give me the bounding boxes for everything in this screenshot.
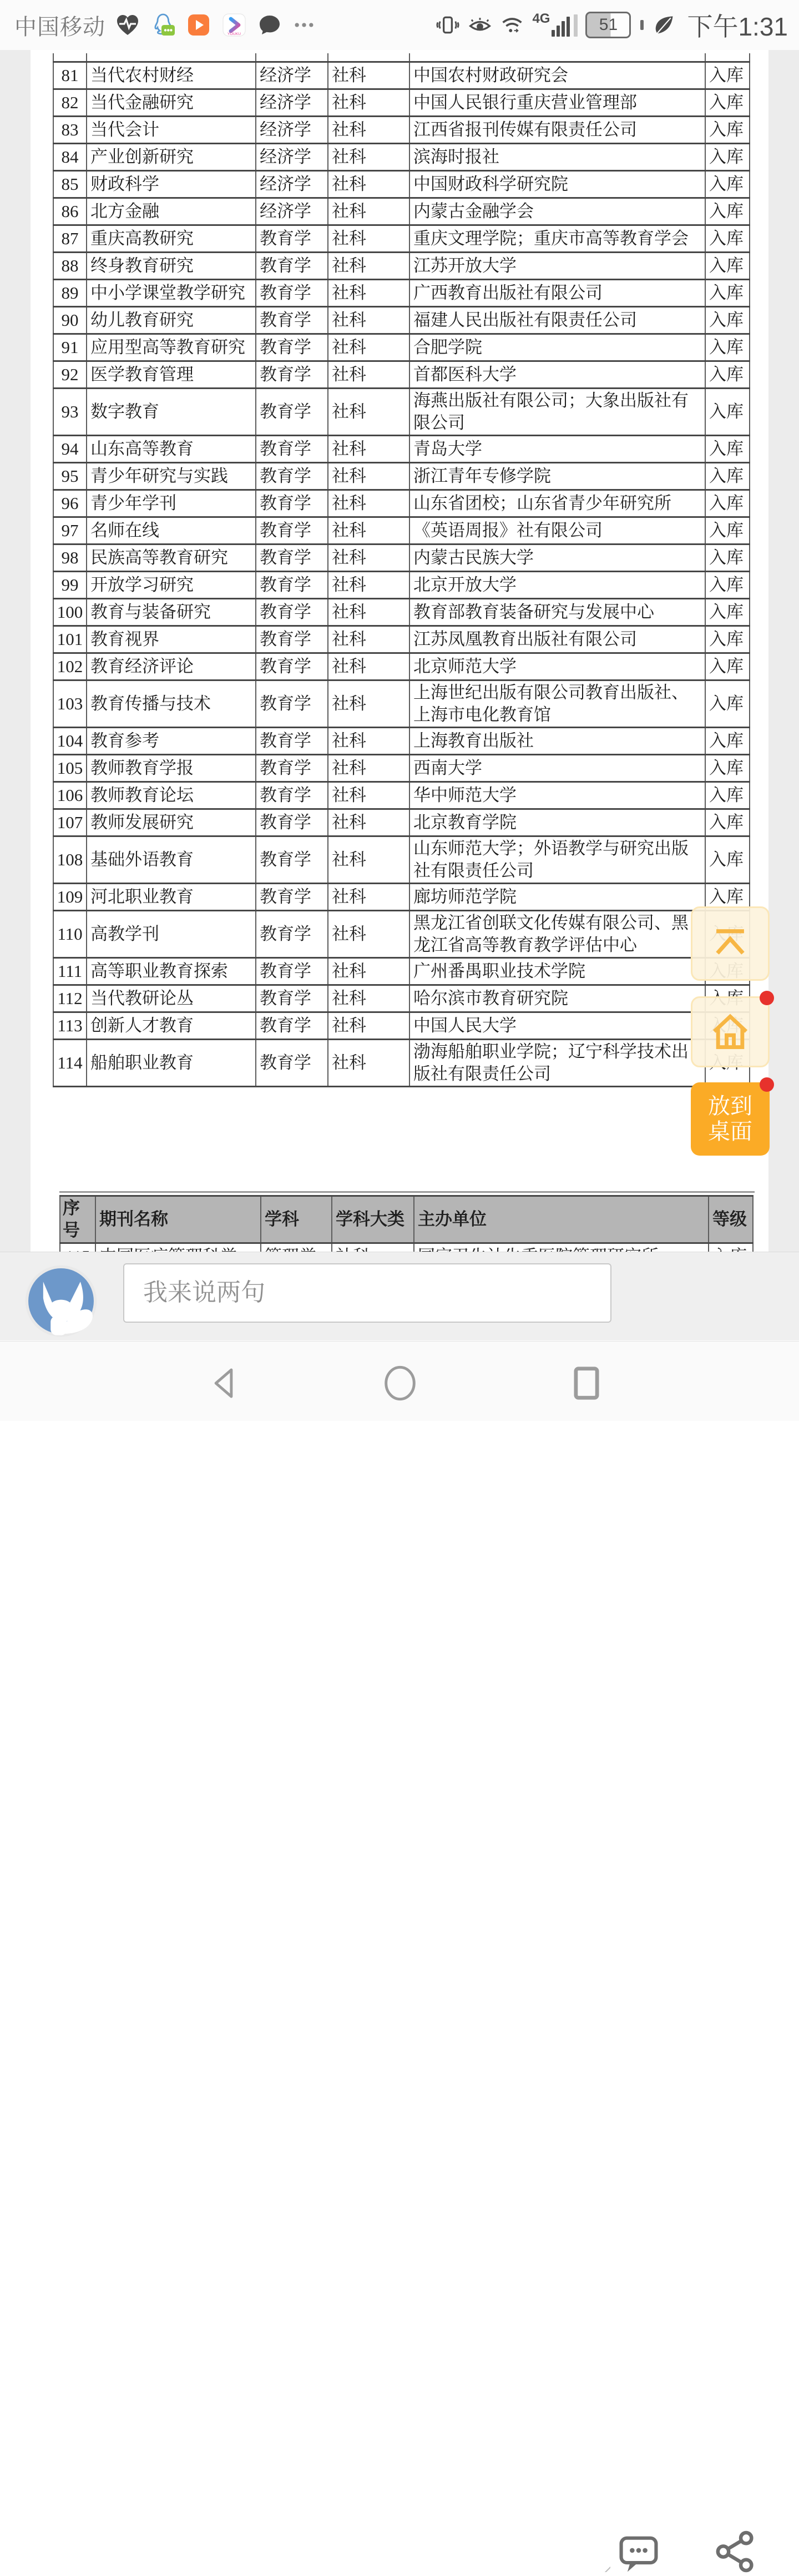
cell-organizer: 渤海船舶职业学院；辽宁科学技术出版社有限责任公司 — [409, 1040, 705, 1087]
float-home-button[interactable] — [691, 996, 770, 1067]
page-gutter-right — [768, 50, 799, 1252]
journal-table-rows-81-114 — [53, 53, 750, 1087]
cell-subject: 教育学 — [256, 958, 328, 985]
table-row — [53, 517, 750, 545]
cell-organizer: 江苏开放大学 — [409, 253, 705, 280]
cell-name: 青少年研究与实践 — [87, 463, 256, 490]
cell-organizer: 廊坊师范学院 — [409, 884, 705, 911]
table-row — [53, 755, 750, 782]
cell-name: 高教学刊 — [87, 911, 256, 958]
table-row — [53, 545, 750, 572]
cell-category: 社科 — [328, 144, 409, 171]
cell-name: 名师在线 — [87, 517, 256, 545]
cell-no: 95 — [53, 463, 87, 490]
header-category: 学科大类 — [332, 1196, 414, 1243]
table-row — [53, 1040, 750, 1087]
cell-level: 入库 — [705, 280, 750, 307]
table-row — [53, 911, 750, 958]
table-row — [53, 280, 750, 307]
cell-subject: 教育学 — [256, 225, 328, 253]
cell-no: 88 — [53, 253, 87, 280]
cell-no: 103 — [53, 680, 87, 728]
battery-percent: 51 — [599, 16, 618, 34]
cell-no: 112 — [53, 985, 87, 1012]
cell-no: 84 — [53, 144, 87, 171]
cell-level: 入库 — [705, 436, 750, 463]
cell-level: 入库 — [705, 117, 750, 144]
cell-no: 105 — [53, 755, 87, 782]
cell-no: 106 — [53, 782, 87, 809]
svg-text:YOUKU: YOUKU — [227, 32, 241, 36]
cell-no: 82 — [53, 89, 87, 117]
cell-no: 108 — [53, 836, 87, 884]
back-to-top-button[interactable] — [691, 906, 770, 981]
cell-level: 入库 — [705, 599, 750, 626]
cell-subject: 教育学 — [256, 599, 328, 626]
cell-organizer: 广州番禺职业技术学院 — [409, 958, 705, 985]
cell-subject: 教育学 — [256, 572, 328, 599]
table-row — [53, 599, 750, 626]
wifi-icon — [500, 13, 524, 37]
recents-square-icon[interactable] — [566, 1363, 607, 1404]
cell-level: 入库 — [705, 680, 750, 728]
more-dots-icon — [292, 13, 316, 37]
cell-name: 教师教育学报 — [87, 755, 256, 782]
cell-subject: 教育学 — [256, 782, 328, 809]
cell-name: 教育与装备研究 — [87, 599, 256, 626]
page-gutter-left — [0, 50, 31, 1252]
textarea-resize-handle[interactable] — [599, 2561, 610, 2572]
cell-no: 92 — [53, 361, 87, 389]
cell-level: 入库 — [705, 334, 750, 361]
cell-category: 社科 — [328, 198, 409, 225]
cell-level: 入库 — [705, 836, 750, 884]
table-row — [53, 653, 750, 680]
cell-no: 99 — [53, 572, 87, 599]
cell-organizer: 首都医科大学 — [409, 361, 705, 389]
cell-no: 81 — [53, 62, 87, 89]
web-page-content — [0, 50, 799, 1256]
table-row — [53, 253, 750, 280]
cell-no: 104 — [53, 728, 87, 755]
cell-name: 中小学课堂教学研究 — [87, 280, 256, 307]
home-outline-icon — [705, 1006, 756, 1057]
heart-pulse-icon — [114, 12, 141, 38]
cell-subject: 教育学 — [256, 1040, 328, 1087]
cell-category: 社科 — [328, 985, 409, 1012]
cell-level: 入库 — [705, 545, 750, 572]
cell-organizer: 哈尔滨市教育研究院 — [409, 985, 705, 1012]
cell-subject: 教育学 — [256, 985, 328, 1012]
table-row — [53, 436, 750, 463]
cell-no: 111 — [53, 958, 87, 985]
cell-level: 入库 — [705, 463, 750, 490]
cell-no: 98 — [53, 545, 87, 572]
status-bar-left — [0, 9, 316, 41]
status-bar-right — [436, 7, 799, 43]
cell-level: 入库 — [705, 809, 750, 836]
cell-no: 110 — [53, 911, 87, 958]
cell-category: 社科 — [328, 361, 409, 389]
cell-category: 社科 — [328, 334, 409, 361]
cell-organizer: 上海世纪出版有限公司教育出版社、上海市电化教育馆 — [409, 680, 705, 728]
cell-organizer: 重庆文理学院；重庆市高等教育学会 — [409, 225, 705, 253]
cell-subject: 教育学 — [256, 334, 328, 361]
cell-level: 入库 — [705, 517, 750, 545]
cell-category: 社科 — [328, 653, 409, 680]
youku-icon — [221, 12, 247, 38]
cell-category: 社科 — [328, 782, 409, 809]
eye-protect-icon — [468, 13, 492, 37]
cell-no: 107 — [53, 809, 87, 836]
cell-name: 北方金融 — [87, 198, 256, 225]
cell-name: 教育视界 — [87, 626, 256, 653]
cell-category: 社科 — [328, 307, 409, 334]
cell-category: 社科 — [328, 911, 409, 958]
table-row — [53, 782, 750, 809]
cell-category: 社科 — [328, 517, 409, 545]
cell-subject: 教育学 — [256, 389, 328, 436]
cell-subject: 教育学 — [256, 307, 328, 334]
cell-subject: 教育学 — [256, 361, 328, 389]
notification-dot — [760, 991, 774, 1005]
status-bar — [0, 0, 799, 50]
cell-name: 教师发展研究 — [87, 809, 256, 836]
cell-level: 入库 — [705, 253, 750, 280]
cell-category: 社科 — [328, 545, 409, 572]
table-row — [53, 144, 750, 171]
cell-no: 102 — [53, 653, 87, 680]
cell-organizer: 黑龙江省创联文化传媒有限公司、黑龙江省高等教育教学评估中心 — [409, 911, 705, 958]
home-circle-icon[interactable] — [380, 1363, 421, 1404]
cell-subject: 经济学 — [256, 144, 328, 171]
header-organizer: 主办单位 — [414, 1196, 709, 1243]
cell-subject: 教育学 — [256, 545, 328, 572]
table-row — [53, 171, 750, 198]
table-row — [53, 198, 750, 225]
chat-bubble-icon — [256, 12, 283, 38]
cell-organizer: 《英语周报》社有限公司 — [409, 517, 705, 545]
cell-organizer: 中国人民银行重庆营业管理部 — [409, 89, 705, 117]
cell-category: 社科 — [328, 225, 409, 253]
cell-category: 社科 — [328, 117, 409, 144]
partial-row — [53, 53, 750, 62]
vibrate-icon — [436, 13, 460, 37]
cell-subject: 经济学 — [256, 171, 328, 198]
battery-icon — [585, 12, 631, 38]
cell-subject: 教育学 — [256, 1012, 328, 1040]
cell-no: 85 — [53, 171, 87, 198]
cell-category: 社科 — [328, 1040, 409, 1087]
cell-category: 社科 — [328, 253, 409, 280]
cell-subject: 教育学 — [256, 436, 328, 463]
cell-subject: 教育学 — [256, 680, 328, 728]
table-body — [53, 62, 750, 1087]
cell-name: 教育经济评论 — [87, 653, 256, 680]
cell-name: 山东高等教育 — [87, 436, 256, 463]
cell-no: 101 — [53, 626, 87, 653]
table-header — [60, 1196, 753, 1243]
cell-no: 94 — [53, 436, 87, 463]
carrier-label: 中国移动 — [14, 14, 105, 39]
table-row — [53, 225, 750, 253]
cell-organizer: 西南大学 — [409, 755, 705, 782]
cell-category: 社科 — [328, 572, 409, 599]
cell-name: 高等职业教育探索 — [87, 958, 256, 985]
signal-bars-icon — [532, 13, 578, 37]
cell-subject: 教育学 — [256, 755, 328, 782]
table-row — [53, 809, 750, 836]
cell-name: 基础外语教育 — [87, 836, 256, 884]
table-row — [53, 958, 750, 985]
add-to-desktop-label: 放到桌面 — [708, 1094, 752, 1144]
cell-level: 入库 — [705, 490, 750, 517]
cell-category: 社科 — [328, 755, 409, 782]
cell-no: 87 — [53, 225, 87, 253]
cell-category: 社科 — [328, 884, 409, 911]
partial-row-top — [53, 53, 750, 62]
cell-no: 96 — [53, 490, 87, 517]
cell-subject: 教育学 — [256, 911, 328, 958]
cell-category: 社科 — [328, 728, 409, 755]
table-row — [53, 463, 750, 490]
cell-subject: 经济学 — [256, 62, 328, 89]
leaf-icon — [651, 13, 676, 37]
cell-category: 社科 — [328, 599, 409, 626]
cell-name: 民族高等教育研究 — [87, 545, 256, 572]
cell-level: 入库 — [705, 728, 750, 755]
battery-nub — [640, 20, 644, 30]
cell-category: 社科 — [328, 171, 409, 198]
cell-category: 社科 — [328, 490, 409, 517]
cell-subject: 经济学 — [256, 117, 328, 144]
table-row — [53, 1012, 750, 1040]
cell-level: 入库 — [705, 572, 750, 599]
cell-organizer: 内蒙古金融学会 — [409, 198, 705, 225]
cell-category: 社科 — [328, 62, 409, 89]
cell-category: 社科 — [328, 463, 409, 490]
cell-level: 入库 — [705, 389, 750, 436]
cell-subject: 教育学 — [256, 884, 328, 911]
cell-category: 社科 — [328, 280, 409, 307]
cell-category: 社科 — [328, 626, 409, 653]
cell-name: 重庆高教研究 — [87, 225, 256, 253]
header-no: 序号 — [60, 1196, 95, 1243]
table-row — [53, 490, 750, 517]
cell-name: 创新人才教育 — [87, 1012, 256, 1040]
table-row — [53, 626, 750, 653]
cell-subject: 教育学 — [256, 836, 328, 884]
cell-category: 社科 — [328, 89, 409, 117]
cell-name: 当代农村财经 — [87, 62, 256, 89]
table-row — [53, 117, 750, 144]
cell-subject: 经济学 — [256, 89, 328, 117]
cell-name: 河北职业教育 — [87, 884, 256, 911]
cell-category: 社科 — [328, 436, 409, 463]
cell-organizer: 广西教育出版社有限公司 — [409, 280, 705, 307]
cell-subject: 经济学 — [256, 198, 328, 225]
cell-category: 社科 — [328, 680, 409, 728]
cell-organizer: 滨海时报社 — [409, 144, 705, 171]
table-row — [53, 62, 750, 89]
cell-name: 数字教育 — [87, 389, 256, 436]
cell-name: 产业创新研究 — [87, 144, 256, 171]
cell-name: 教育传播与技术 — [87, 680, 256, 728]
table-row — [53, 361, 750, 389]
add-to-desktop-button[interactable] — [691, 1082, 770, 1156]
cell-no: 90 — [53, 307, 87, 334]
header-subject: 学科 — [261, 1196, 332, 1243]
cell-no: 113 — [53, 1012, 87, 1040]
cell-no: 83 — [53, 117, 87, 144]
cell-organizer: 内蒙古民族大学 — [409, 545, 705, 572]
cell-name: 当代金融研究 — [87, 89, 256, 117]
cell-name: 青少年学刊 — [87, 490, 256, 517]
cell-name: 船舶职业教育 — [87, 1040, 256, 1087]
cell-no: 91 — [53, 334, 87, 361]
cell-name: 幼儿教育研究 — [87, 307, 256, 334]
cell-name: 开放学习研究 — [87, 572, 256, 599]
cell-level: 入库 — [705, 62, 750, 89]
cell-organizer: 中国人民大学 — [409, 1012, 705, 1040]
table-row — [53, 89, 750, 117]
cell-name: 教师教育论坛 — [87, 782, 256, 809]
header-level: 等级 — [709, 1196, 753, 1243]
cell-name: 当代会计 — [87, 117, 256, 144]
cell-name: 应用型高等教育研究 — [87, 334, 256, 361]
cell-no: 114 — [53, 1040, 87, 1087]
cell-organizer: 青岛大学 — [409, 436, 705, 463]
cell-organizer: 中国农村财政研究会 — [409, 62, 705, 89]
cell-organizer: 北京开放大学 — [409, 572, 705, 599]
clock-label: 下午1:31 — [687, 12, 788, 41]
cell-name: 当代教研论丛 — [87, 985, 256, 1012]
comment-input[interactable] — [123, 1263, 611, 1323]
cell-level: 入库 — [705, 144, 750, 171]
table-row — [53, 680, 750, 728]
cell-no: 97 — [53, 517, 87, 545]
cell-category: 社科 — [328, 958, 409, 985]
cell-organizer: 合肥学院 — [409, 334, 705, 361]
network-type-label: 4G — [532, 11, 550, 26]
cell-subject: 教育学 — [256, 809, 328, 836]
cell-organizer: 教育部教育装备研究与发展中心 — [409, 599, 705, 626]
header-name: 期刊名称 — [95, 1196, 261, 1243]
cell-organizer: 北京师范大学 — [409, 653, 705, 680]
android-nav-bar — [0, 1341, 799, 1421]
cell-subject: 教育学 — [256, 626, 328, 653]
table-row — [53, 884, 750, 911]
cell-subject: 教育学 — [256, 253, 328, 280]
cell-no: 100 — [53, 599, 87, 626]
cell-category: 社科 — [328, 836, 409, 884]
comment-bubble-icon[interactable] — [616, 2530, 661, 2576]
cell-organizer: 江西省报刊传媒有限责任公司 — [409, 117, 705, 144]
cell-level: 入库 — [705, 198, 750, 225]
cell-subject: 教育学 — [256, 653, 328, 680]
cell-organizer: 江苏凤凰教育出版社有限公司 — [409, 626, 705, 653]
cell-category: 社科 — [328, 389, 409, 436]
table-row — [53, 728, 750, 755]
cell-organizer: 北京教育学院 — [409, 809, 705, 836]
cell-level: 入库 — [705, 89, 750, 117]
arrow-to-top-icon — [705, 918, 756, 969]
cell-organizer: 华中师范大学 — [409, 782, 705, 809]
table-row — [53, 572, 750, 599]
cell-subject: 教育学 — [256, 463, 328, 490]
cell-level: 入库 — [705, 225, 750, 253]
cell-organizer: 山东省团校；山东省青少年研究所 — [409, 490, 705, 517]
table-row — [53, 836, 750, 884]
table-row — [53, 985, 750, 1012]
cell-subject: 教育学 — [256, 517, 328, 545]
cell-no: 93 — [53, 389, 87, 436]
comment-bar — [0, 1252, 799, 1340]
cell-category: 社科 — [328, 1012, 409, 1040]
cell-name: 终身教育研究 — [87, 253, 256, 280]
cell-subject: 教育学 — [256, 490, 328, 517]
cell-subject: 教育学 — [256, 728, 328, 755]
table-row — [53, 389, 750, 436]
cell-organizer: 海燕出版社有限公司；大象出版社有限公司 — [409, 389, 705, 436]
table-row — [53, 334, 750, 361]
cell-level: 入库 — [705, 755, 750, 782]
cell-name: 教育参考 — [87, 728, 256, 755]
cell-level: 入库 — [705, 307, 750, 334]
qq-icon — [150, 12, 176, 38]
cell-organizer: 上海教育出版社 — [409, 728, 705, 755]
cell-level: 入库 — [705, 361, 750, 389]
notification-dot — [760, 1077, 774, 1092]
cell-level: 入库 — [705, 626, 750, 653]
cell-level: 入库 — [705, 782, 750, 809]
cell-level: 入库 — [705, 653, 750, 680]
share-icon[interactable] — [711, 2528, 759, 2575]
header-row — [60, 1196, 753, 1243]
video-play-icon — [185, 12, 212, 38]
cell-no: 86 — [53, 198, 87, 225]
user-avatar — [24, 1264, 98, 1338]
back-triangle-icon[interactable] — [205, 1363, 246, 1404]
cell-subject: 教育学 — [256, 280, 328, 307]
cell-name: 医学教育管理 — [87, 361, 256, 389]
cell-level: 入库 — [705, 884, 750, 911]
cell-level: 入库 — [705, 171, 750, 198]
table-row — [53, 307, 750, 334]
cell-organizer: 浙江青年专修学院 — [409, 463, 705, 490]
cell-organizer: 山东师范大学；外语教学与研究出版社有限责任公司 — [409, 836, 705, 884]
cell-category: 社科 — [328, 809, 409, 836]
cell-organizer: 福建人民出版社有限责任公司 — [409, 307, 705, 334]
cell-no: 89 — [53, 280, 87, 307]
cell-no: 109 — [53, 884, 87, 911]
cell-name: 财政科学 — [87, 171, 256, 198]
cell-organizer: 中国财政科学研究院 — [409, 171, 705, 198]
